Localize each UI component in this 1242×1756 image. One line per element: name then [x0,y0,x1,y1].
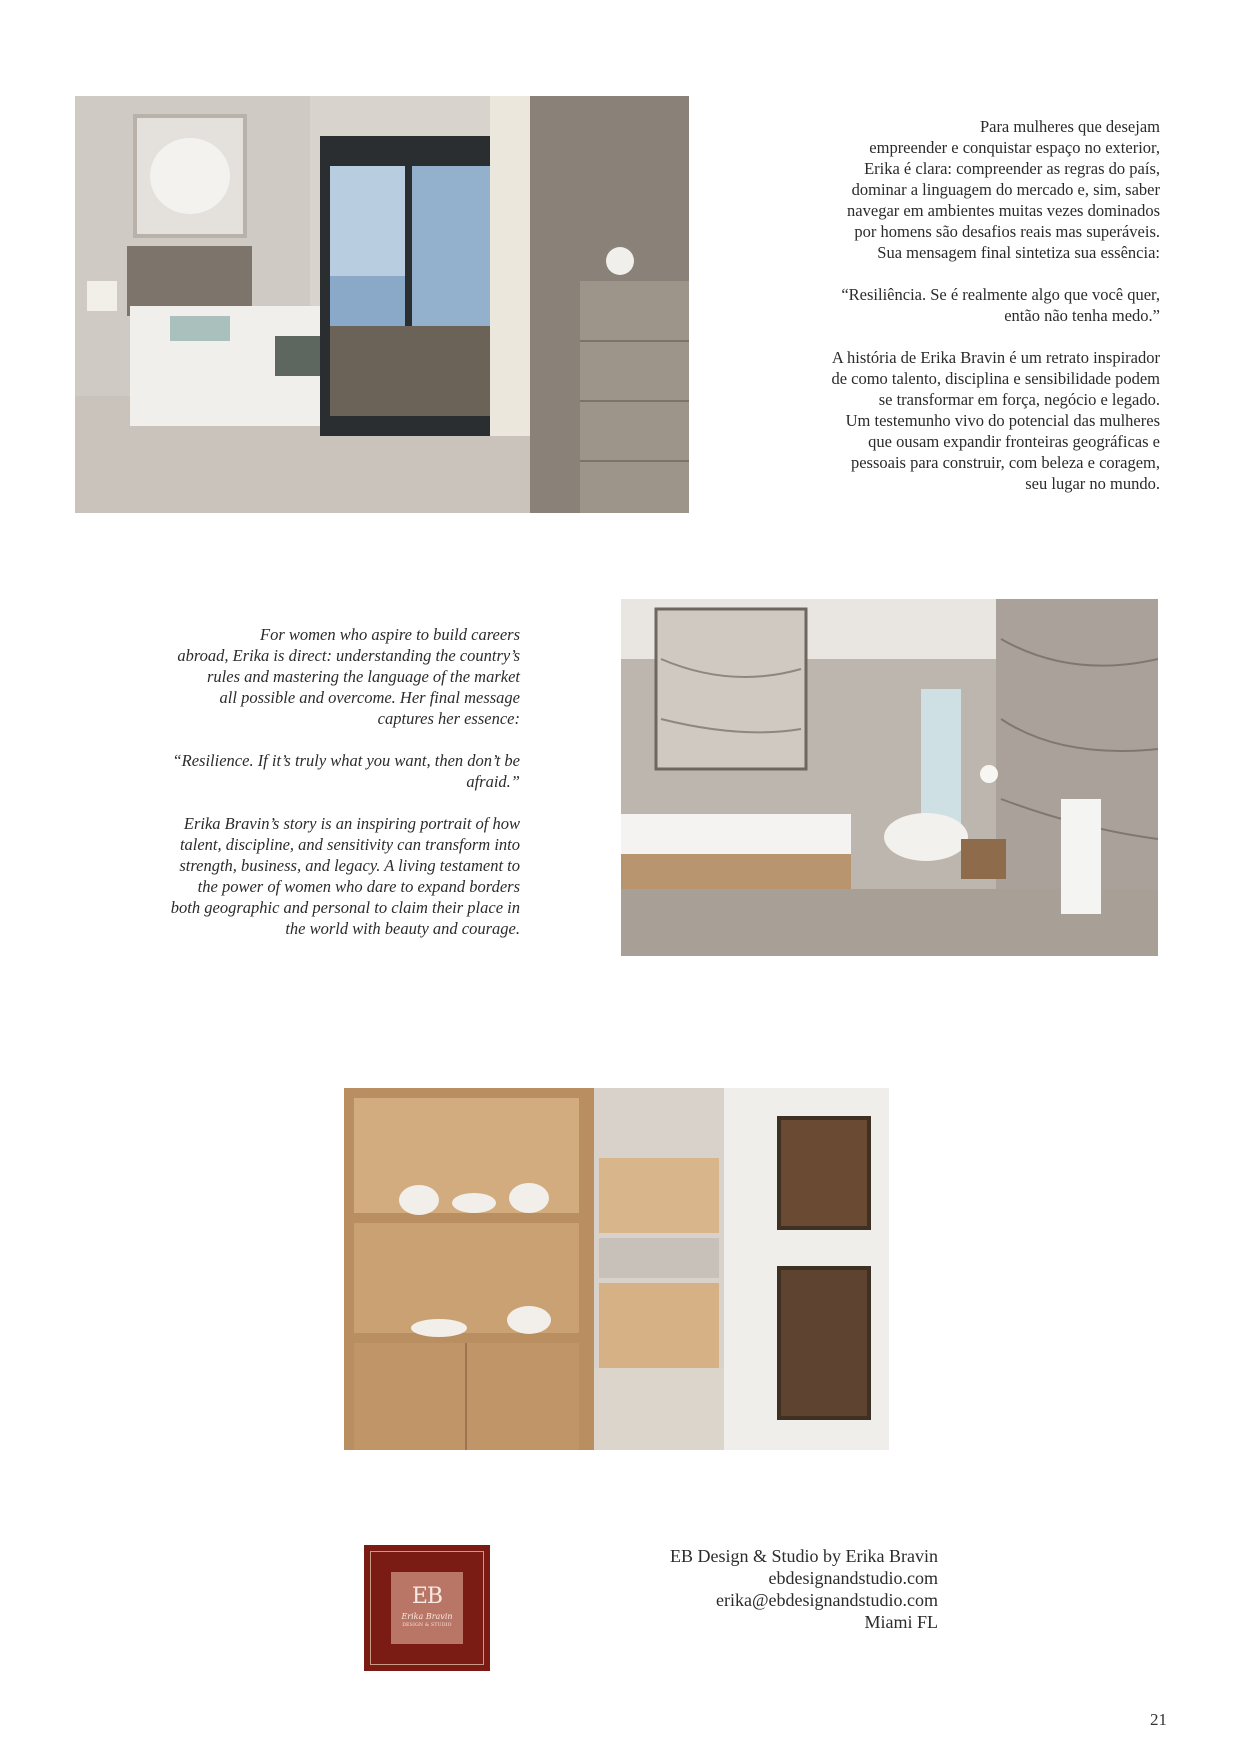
en-quote: “Resilience. If it’s truly what you want, then don’t be afraid.” [172,751,520,791]
en-paragraph-2: Erika Bravin’s story is an inspiring portrait of how talent, discipline, and sensitivity can transform into strength, business, and legacy. A living testament to the power of women who dare to expand borders both geographic and personal to claim their place in the world with beauty and courage. [170,814,520,938]
portuguese-text [760,116,1160,515]
email-link[interactable]: erika@ebdesignandstudio.com [715,1590,938,1610]
contact-block [600,1545,938,1633]
bathroom-photo [621,599,1158,956]
pt-paragraph-1: Para mulheres que desejam empreender e conquistar espaço no exterior, Erika é clara: compreender as regras do país, dominar a linguagem do mercado e, sim, saber navegar em ambientes muitas vezes dominados por homens são desafios reais mas superáveis. Sua mensagem final sintetiza sua essência: [847,117,1160,262]
pt-paragraph-2: A história de Erika Bravin é um retrato inspirador de como talento, disciplina e sensibilidade podem se transformar em força, negócio e legado. Um testemunho vivo do potencial das mulheres que ousam expandir fronteiras geográficas e pessoais para construir, com beleza e coragem, seu lugar no mundo. [831,348,1160,493]
studio-logo [364,1545,490,1671]
logo-tagline: DESIGN & STUDIO [402,1623,452,1628]
website-link[interactable]: ebdesignandstudio.com [768,1568,938,1588]
en-paragraph-1: For women who aspire to build careers abroad, Erika is direct: understanding the country’s rules and mastering the language of the market all possible and overcome. Her final message captures her essence: [177,625,520,728]
english-text [110,624,520,960]
studio-name: EB Design & Studio by Erika Bravin [670,1546,938,1566]
page-number: 21 [1150,1710,1167,1729]
logo-monogram: EB [411,1584,443,1609]
logo-inner [391,1572,463,1644]
pt-quote: “Resiliência. Se é realmente algo que você quer, então não tenha medo.” [841,285,1160,325]
bedroom-photo [75,96,689,513]
kitchen-photo [344,1088,889,1450]
logo-script: Erika Bravin [401,1612,453,1621]
location: Miami FL [864,1612,938,1632]
